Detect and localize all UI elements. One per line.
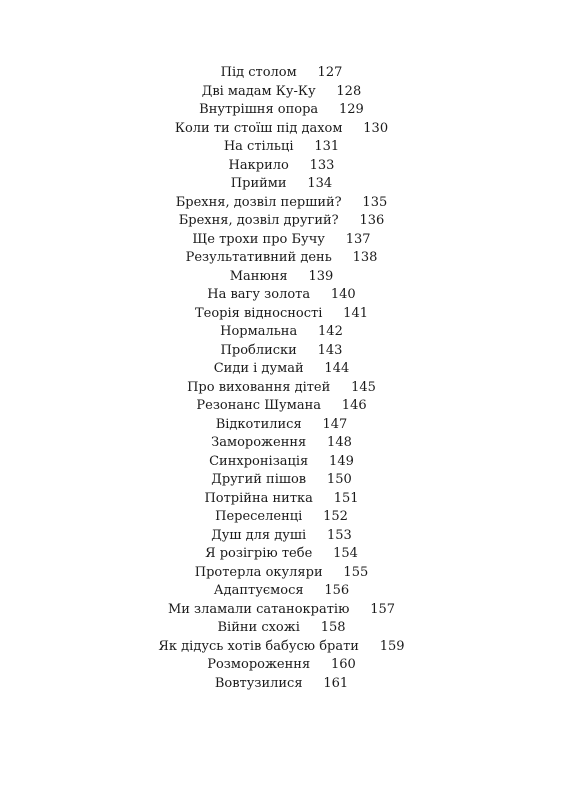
toc-entry-title: Накрило (228, 157, 289, 173)
toc-entry (0, 582, 563, 601)
toc-entry-title: Вовтузилися (214, 675, 303, 691)
toc-entry-page-number: 159 (379, 638, 405, 654)
toc-entry-title: Душ для душі (211, 527, 307, 543)
toc-entry (0, 490, 563, 509)
toc-entry-page-number: 136 (359, 213, 385, 228)
toc-entry-page-number: 128 (336, 83, 362, 99)
toc-entry-title: Манюня (229, 268, 288, 284)
toc-entry-page-number: 145 (351, 379, 376, 395)
toc-entry-title: На стільці (223, 139, 294, 154)
toc-entry-page-number: 131 (314, 139, 340, 154)
toc-entry-page-number: 155 (343, 564, 369, 580)
toc-entry-title: Замороження (211, 435, 307, 450)
toc-entry (0, 379, 563, 398)
toc-entry-title: Як дідусь хотів бабусю брати (158, 638, 359, 654)
toc-entry-title: Теорія відносності (194, 305, 323, 321)
toc-entry-title: Дві мадам Ку-Ку (201, 83, 316, 99)
toc-entry-page-number: 137 (345, 231, 371, 247)
toc-entry-title: Сиди і думай (213, 361, 304, 376)
toc-entry (0, 231, 563, 250)
toc-entry (0, 434, 563, 453)
toc-entry-page-number: 135 (362, 194, 388, 210)
toc-entry-title: Розмороження (207, 657, 311, 672)
toc-entry-title: Брехня, дозвіл другий? (178, 213, 339, 228)
toc-entry-page-number: 139 (308, 268, 334, 284)
toc-entry (0, 286, 563, 305)
toc-entry-page-number: 140 (330, 287, 356, 302)
toc-entry-page-number: 149 (329, 453, 354, 469)
toc-entry-page-number: 157 (370, 601, 396, 617)
toc-entry-page-number: 138 (352, 250, 378, 265)
toc-entry-page-number: 152 (323, 509, 348, 524)
toc-entry (0, 157, 563, 176)
toc-entry-page-number: 127 (317, 65, 343, 80)
toc-entry-title: Синхронізація (209, 453, 309, 469)
toc-entry-page-number: 158 (320, 620, 346, 635)
toc-entry-page-number: 142 (318, 324, 343, 339)
toc-entry-title: Війни схожі (217, 620, 300, 635)
toc-entry (0, 453, 563, 472)
toc-entry (0, 564, 563, 583)
toc-entry-page-number: 144 (324, 361, 350, 376)
toc-entry (0, 212, 563, 231)
toc-entry-page-number: 151 (333, 490, 359, 506)
toc-entry (0, 268, 563, 287)
toc-entry-page-number: 160 (330, 657, 356, 672)
toc-entry-title: Ми зламали сатанократію (167, 601, 350, 617)
toc-entry (0, 656, 563, 675)
toc-entry-title: Брехня, дозвіл перший? (175, 194, 342, 210)
toc-entry-page-number: 148 (327, 435, 352, 450)
toc-entry-page-number: 130 (363, 120, 389, 136)
toc-entry-page-number: 141 (343, 305, 368, 321)
toc-entry (0, 83, 563, 102)
toc-entry (0, 194, 563, 213)
toc-entry (0, 675, 563, 694)
toc-entry-page-number: 153 (326, 527, 352, 543)
toc-entry-title: Нормальна (220, 324, 298, 339)
toc-entry (0, 471, 563, 490)
toc-entry (0, 416, 563, 435)
toc-entry (0, 360, 563, 379)
toc-entry-page-number: 133 (309, 157, 335, 173)
toc-entry (0, 619, 563, 638)
toc-entry (0, 305, 563, 324)
toc-entry (0, 638, 563, 657)
toc-entry-title: На вагу золота (207, 287, 311, 302)
toc-entry-page-number: 156 (324, 583, 350, 598)
toc-entry (0, 601, 563, 620)
toc-entry-title: Протерла окуляри (194, 564, 323, 580)
toc-entry-page-number: 154 (333, 546, 358, 561)
toc-entry-title: Резонанс Шумана (196, 398, 321, 413)
toc-entry (0, 120, 563, 139)
toc-entry (0, 249, 563, 268)
toc-entry-page-number: 147 (322, 416, 348, 432)
toc-entry (0, 138, 563, 157)
toc-entry (0, 64, 563, 83)
toc-entry (0, 545, 563, 564)
toc-entry (0, 508, 563, 527)
toc-entry (0, 527, 563, 546)
toc-entry-title: Я розігрію тебе (205, 546, 313, 561)
toc-entry-title: Про виховання дітей (187, 379, 331, 395)
toc-entry (0, 342, 563, 361)
toc-entry-title: Під столом (220, 65, 297, 80)
toc-entry-title: Коли ти стоїш під дахом (174, 120, 343, 136)
toc-entry (0, 175, 563, 194)
toc-entry-title: Потрійна нитка (204, 490, 313, 506)
toc-entry-title: Внутрішня опора (199, 102, 319, 117)
toc-entry-title: Прийми (230, 176, 287, 191)
toc-entry (0, 101, 563, 120)
toc-entry-page-number: 143 (317, 342, 343, 358)
toc-entry-page-number: 134 (307, 176, 333, 191)
toc-entry-title: Проблиски (220, 342, 297, 358)
toc-entry-page-number: 161 (323, 675, 349, 691)
toc-entry-title: Ще трохи про Бучу (192, 231, 325, 247)
toc-entry-title: Результативний день (185, 250, 332, 265)
table-of-contents (0, 64, 563, 693)
toc-entry-page-number: 150 (326, 472, 352, 487)
toc-entry-title: Відкотилися (215, 416, 302, 432)
toc-entry-page-number: 146 (341, 398, 367, 413)
toc-entry-title: Адаптуємося (213, 583, 304, 598)
toc-entry-title: Переселенці (215, 509, 303, 524)
toc-entry-page-number: 129 (338, 102, 364, 117)
toc-entry (0, 323, 563, 342)
toc-entry-title: Другий пішов (211, 472, 307, 487)
toc-entry (0, 397, 563, 416)
